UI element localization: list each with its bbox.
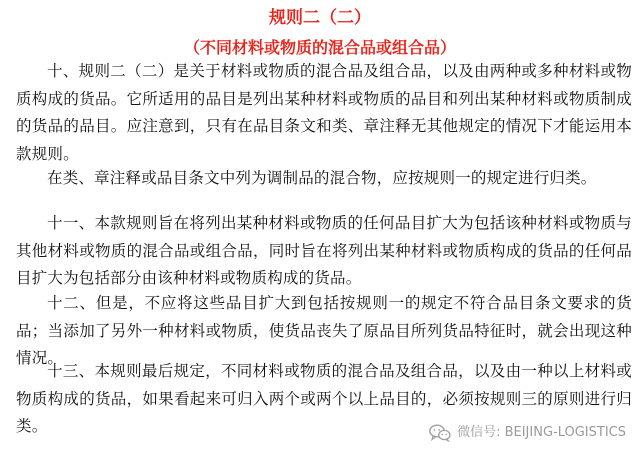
wechat-watermark [429,424,626,442]
paragraph-13: 十三、本规则最后规定，不同材料或物质的混合品及组合品，以及由一种以上材料或物质构成的货品，如果看起来可归入两个或两个以上品目的，必须按规则三的原则进行归类。 [16,362,632,435]
document-title: 规则二（二） [269,8,371,28]
paragraph-11: 十一、本款规则旨在将列出某种材料或物质的任何品目扩大为包括该种材料或物质与其他材料或物质的混合品或组合品，同时旨在将列出某种材料或物质构成的货品的任何品目扩大为包括部分由该种材料或物质构成的货品。 [16,214,632,287]
document-subtitle: （不同材料或物质的混合品或组合品） [183,38,456,57]
watermark-text: 微信号: BEIJING-LOGISTICS [457,425,626,440]
paragraph-note: 在类、章注释或品目条文中列为调制品的混合物，应按规则一的规定进行归类。 [47,169,597,187]
wechat-icon [429,424,451,442]
paragraph-12: 十二、但是，不应将这些品目扩大到包括按规则一的规定不符合品目条文要求的货品；当添加了另外一种材料或物质，使货品丧失了原品目所列货品特征时，就会出现这种情况。 [16,294,632,367]
paragraph-10: 十、规则二（二）是关于材料或物质的混合品及组合品，以及由两种或多种材料或物质构成的货品。它所适用的品目是列出某种材料或物质的品目和列出某种材料或物质制成的货品的品目。应注意到，只有在品目条文和类、章注释无其他规定的情况下才能运用本款规则。 [16,62,632,163]
